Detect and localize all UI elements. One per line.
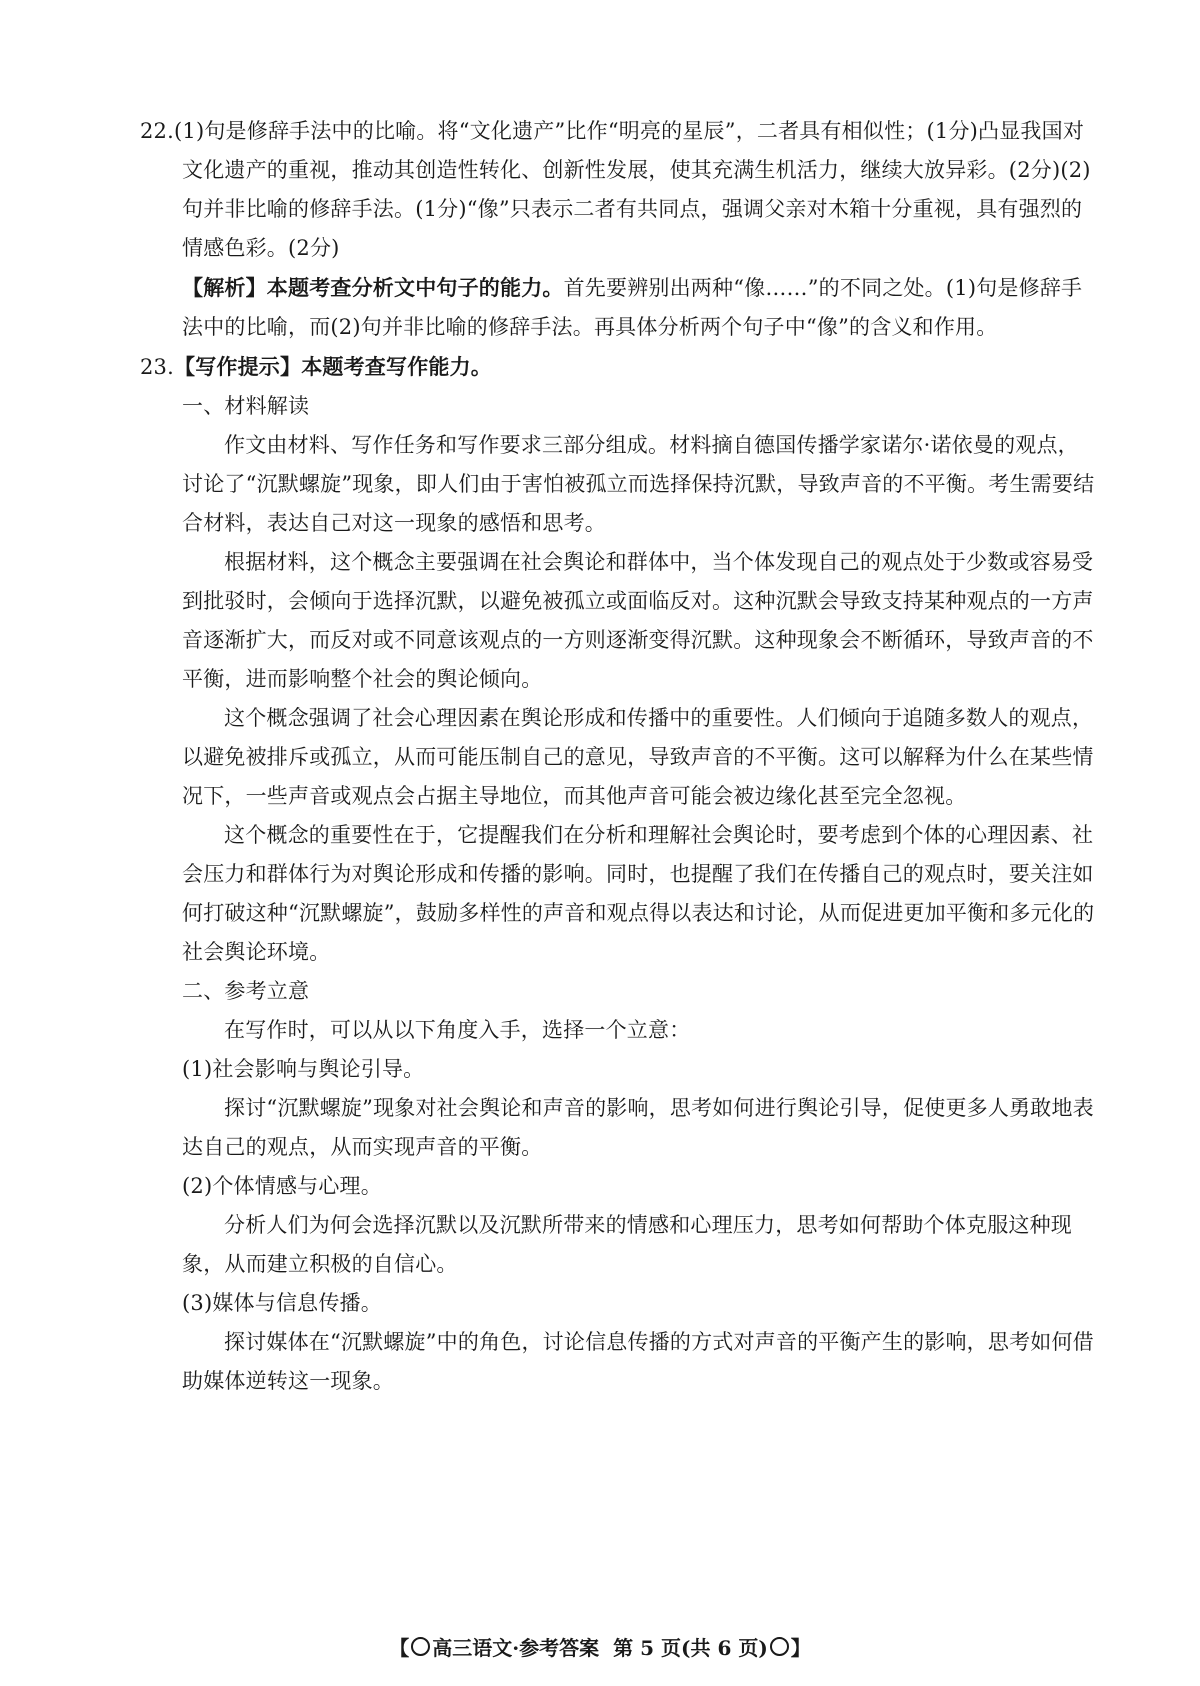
circle-icon (411, 1637, 430, 1656)
page-content (140, 112, 1100, 1401)
q23-heading (140, 347, 1100, 387)
angle-text: 探讨“沉默螺旋”现象对社会舆论和声音的影响，思考如何进行舆论引导，促使更多人勇敢地表达自己的观点，从而实现声音的平衡。 (182, 1096, 1094, 1159)
section1-paragraph: 作文由材料、写作任务和写作要求三部分组成。材料摘自德国传播学家诺尔·诺依曼的观点，讨论了“沉默螺旋”现象，即人们由于害怕被孤立而选择保持沉默，导致声音的不平衡。考生需要结合材料，表达自己对这一现象的感悟和思考。 (182, 433, 1095, 535)
circle-icon (770, 1637, 789, 1656)
angle-title: (1)社会影响与舆论引导。 (182, 1057, 425, 1081)
footer-subject: 高三语文·参考答案 (432, 1636, 600, 1660)
section2-title: 二、参考立意 (182, 979, 310, 1003)
section1-paragraph: 这个概念强调了社会心理因素在舆论形成和传播中的重要性。人们倾向于追随多数人的观点，以避免被排斥或孤立，从而可能压制自己的意见，导致声音的不平衡。这可以解释为什么在某些情况下，一些声音或观点会占据主导地位，而其他声音可能会被边缘化甚至完全忽视。 (182, 706, 1094, 808)
angle-title: (3)媒体与信息传播。 (182, 1291, 382, 1315)
section1-paragraph: 根据材料，这个概念主要强调在社会舆论和群体中，当个体发现自己的观点处于少数或容易受到批驳时，会倾向于选择沉默，以避免被孤立或面临反对。这种沉默会导致支持某种观点的一方声音逐渐扩大，而反对或不同意该观点的一方则逐渐变得沉默。这种现象会不断循环，导致声音的不平衡，进而影响整个社会的舆论倾向。 (182, 550, 1094, 691)
angle-text: 探讨媒体在“沉默螺旋”中的角色，讨论信息传播的方式对声音的平衡产生的影响，思考如何借助媒体逆转这一现象。 (182, 1330, 1094, 1393)
q22-number: 22. (140, 119, 174, 143)
section1-title: 一、材料解读 (182, 394, 310, 418)
q22-answer-text: (1)句是修辞手法中的比喻。将“文化遗产”比作“明亮的星辰”，二者具有相似性；(1分)凸显我国对文化遗产的重视，推动其创造性转化、创新性发展，使其充满生机活力，继续大放异彩。(2分)(2)句并非比喻的修辞手法。(1分)“像”只表示二者有共同点，强调父亲对木箱十分重视，具有强烈的情感色彩。(2分) (174, 119, 1091, 260)
footer-page-number: 第 5 页(共 6 页) (613, 1636, 768, 1660)
q22-analysis-label: 【解析】本题考查分析文中句子的能力。 (182, 275, 564, 300)
footer-right-bracket: 】 (790, 1636, 811, 1660)
angle-title: (2)个体情感与心理。 (182, 1174, 382, 1198)
q22-answer (140, 112, 1100, 268)
q23-number: 23. (140, 355, 174, 379)
footer-left-bracket: 【 (389, 1636, 410, 1660)
q23-heading-text: 【写作提示】本题考查写作能力。 (174, 354, 492, 379)
page-footer (0, 1632, 1200, 1661)
section1-paragraph: 这个概念的重要性在于，它提醒我们在分析和理解社会舆论时，要考虑到个体的心理因素、社会压力和群体行为对舆论形成和传播的影响。同时，也提醒了我们在传播自己的观点时，要关注如何打破这种“沉默螺旋”，鼓励多样性的声音和观点得以表达和讨论，从而促进更加平衡和多元化的社会舆论环境。 (182, 823, 1095, 964)
section2-intro: 在写作时，可以从以下角度入手，选择一个立意： (224, 1018, 691, 1042)
q22-analysis-text: 首先要辨别出两种“像……”的不同之处。(1)句是修辞手法中的比喻，而(2)句并非比喻的修辞手法。再具体分析两个句子中“像”的含义和作用。 (182, 276, 1083, 339)
angle-text: 分析人们为何会选择沉默以及沉默所带来的情感和心理压力，思考如何帮助个体克服这种现象，从而建立积极的自信心。 (182, 1213, 1072, 1276)
q22-analysis (140, 268, 1100, 347)
